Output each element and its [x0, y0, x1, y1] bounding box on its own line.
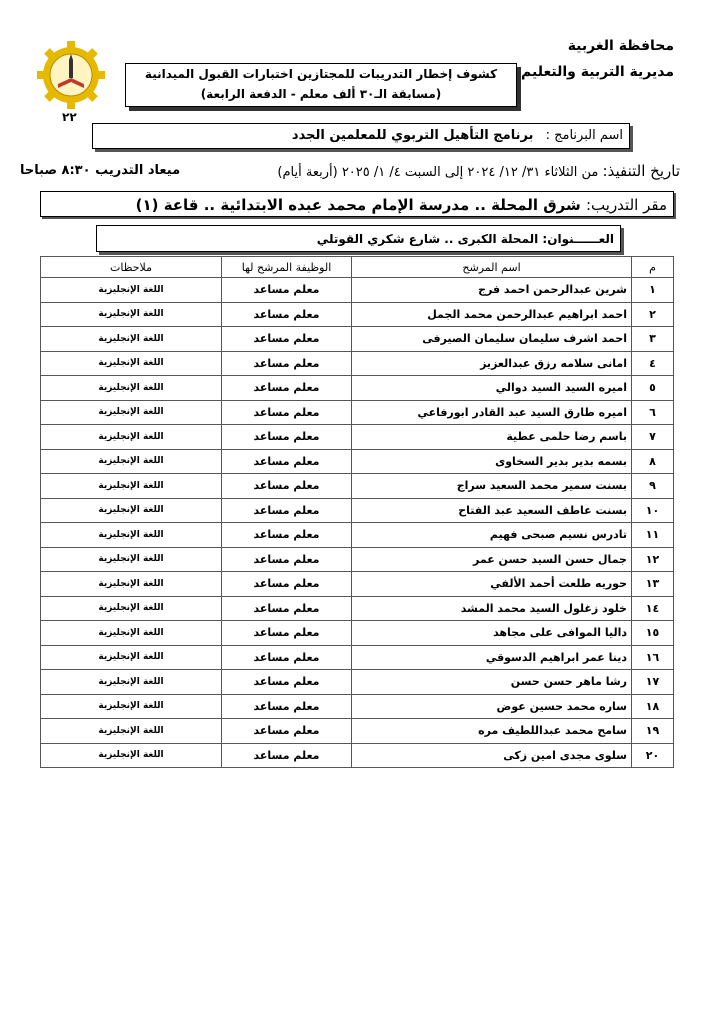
candidate-notes: اللغة الإنجليزية: [41, 572, 222, 597]
candidate-job: معلم مساعد: [222, 572, 352, 597]
row-number: ١٠: [632, 498, 674, 523]
program-name: برنامج التأهيل التربوي للمعلمين الجدد: [291, 128, 534, 143]
table-row: [41, 743, 674, 768]
candidate-notes: اللغة الإنجليزية: [41, 351, 222, 376]
table-row: [41, 474, 674, 499]
candidate-job: معلم مساعد: [222, 743, 352, 768]
row-number: ٨: [632, 449, 674, 474]
row-number: ١: [632, 278, 674, 303]
candidate-job: معلم مساعد: [222, 596, 352, 621]
candidate-job: معلم مساعد: [222, 302, 352, 327]
schedule-row: [20, 160, 680, 184]
candidate-job: معلم مساعد: [222, 351, 352, 376]
header-job: الوظيفة المرشح لها: [222, 257, 352, 278]
table-row: [41, 523, 674, 548]
table-row: [41, 449, 674, 474]
training-time: ميعاد التدريب ٨:٣٠ صباحا: [20, 163, 181, 178]
row-number: ٩: [632, 474, 674, 499]
table-row: [41, 376, 674, 401]
row-number: ١٢: [632, 547, 674, 572]
candidate-notes: اللغة الإنجليزية: [41, 719, 222, 744]
candidate-notes: اللغة الإنجليزية: [41, 670, 222, 695]
directorate-name: مديرية التربية والتعليم: [521, 64, 674, 80]
document-subtitle: (مسابقة الـ٣٠ ألف معلم - الدفعة الرابعة): [200, 87, 442, 101]
candidate-notes: اللغة الإنجليزية: [41, 302, 222, 327]
candidate-name: جمال حسن السيد حسن عمر: [352, 547, 632, 572]
candidate-notes: اللغة الإنجليزية: [41, 645, 222, 670]
candidate-job: معلم مساعد: [222, 719, 352, 744]
candidate-job: معلم مساعد: [222, 425, 352, 450]
address-label: العــــــنوان:: [542, 232, 614, 246]
candidate-job: معلم مساعد: [222, 449, 352, 474]
row-number: ٢٠: [632, 743, 674, 768]
header-notes: ملاحظات: [41, 257, 222, 278]
row-number: ٦: [632, 400, 674, 425]
schedule-dates: من الثلاثاء ٣١/ ١٢/ ٢٠٢٤ إلى السبت ٤/ ١/ ٢٠٢٥ (أربعة أيام): [277, 165, 599, 180]
table-row: [41, 694, 674, 719]
candidate-job: معلم مساعد: [222, 670, 352, 695]
venue-label: مقر التدريب:: [585, 196, 667, 214]
table-row: [41, 351, 674, 376]
candidate-name: رشا ماهر حسن حسن: [352, 670, 632, 695]
candidate-job: معلم مساعد: [222, 523, 352, 548]
program-box: [92, 123, 630, 149]
table-row: [41, 425, 674, 450]
document-title-box: [125, 63, 517, 107]
candidate-job: معلم مساعد: [222, 474, 352, 499]
candidate-name: ساره محمد حسين عوض: [352, 694, 632, 719]
candidate-notes: اللغة الإنجليزية: [41, 449, 222, 474]
candidate-name: خلود زغلول السيد محمد المشد: [352, 596, 632, 621]
venue-value: شرق المحلة .. مدرسة الإمام محمد عبده الابتدائية .. قاعة (١): [135, 196, 581, 214]
row-number: ١٨: [632, 694, 674, 719]
candidate-name: اميره السيد السيد دوالي: [352, 376, 632, 401]
candidate-notes: اللغة الإنجليزية: [41, 425, 222, 450]
candidate-name: داليا الموافى على مجاهد: [352, 621, 632, 646]
directorate-logo-icon: [36, 40, 106, 110]
candidate-job: معلم مساعد: [222, 547, 352, 572]
address-value: المحلة الكبرى .. شارع شكري القوتلي: [316, 232, 539, 246]
table-header-row: [41, 257, 674, 278]
table-row: [41, 719, 674, 744]
candidate-job: معلم مساعد: [222, 621, 352, 646]
row-number: ١٦: [632, 645, 674, 670]
row-number: ١٧: [632, 670, 674, 695]
row-number: ١١: [632, 523, 674, 548]
row-number: ٢: [632, 302, 674, 327]
document-title: كشوف إخطار التدريبات للمجتازين اختبارات القبول الميدانية: [144, 67, 498, 81]
candidate-notes: اللغة الإنجليزية: [41, 694, 222, 719]
candidate-notes: اللغة الإنجليزية: [41, 621, 222, 646]
candidate-notes: اللغة الإنجليزية: [41, 376, 222, 401]
address-box: [96, 225, 621, 252]
header-name: اسم المرشح: [352, 257, 632, 278]
candidate-notes: اللغة الإنجليزية: [41, 523, 222, 548]
candidate-name: حوريه طلعت أحمد الألفي: [352, 572, 632, 597]
row-number: ١٥: [632, 621, 674, 646]
table-row: [41, 302, 674, 327]
candidate-name: باسم رضا حلمى عطية: [352, 425, 632, 450]
table-row: [41, 596, 674, 621]
candidate-name: بسنت عاطف السعيد عبد الفتاح: [352, 498, 632, 523]
table-row: [41, 400, 674, 425]
candidate-notes: اللغة الإنجليزية: [41, 743, 222, 768]
candidate-notes: اللغة الإنجليزية: [41, 547, 222, 572]
page-number: ٢٢: [62, 110, 77, 124]
row-number: ٧: [632, 425, 674, 450]
candidates-table: [40, 256, 674, 768]
candidate-name: شرين عبدالرحمن احمد فرج: [352, 278, 632, 303]
candidate-name: بسنت سمير محمد السعيد سراج: [352, 474, 632, 499]
venue-box: [40, 191, 674, 217]
header-num: م: [632, 257, 674, 278]
candidate-notes: اللغة الإنجليزية: [41, 400, 222, 425]
row-number: ٤: [632, 351, 674, 376]
candidate-notes: اللغة الإنجليزية: [41, 327, 222, 352]
table-row: [41, 278, 674, 303]
table-row: [41, 547, 674, 572]
governorate-name: محافظة الغربية: [567, 38, 674, 54]
candidate-name: امانى سلامه رزق عبدالعزيز: [352, 351, 632, 376]
candidate-name: تادرس نسيم صبحى فهيم: [352, 523, 632, 548]
candidate-name: دينا عمر ابراهيم الدسوقي: [352, 645, 632, 670]
candidate-job: معلم مساعد: [222, 645, 352, 670]
candidate-name: سامح محمد عبداللطيف مره: [352, 719, 632, 744]
candidate-notes: اللغة الإنجليزية: [41, 596, 222, 621]
candidate-name: احمد ابراهيم عبدالرحمن محمد الجمل: [352, 302, 632, 327]
candidate-job: معلم مساعد: [222, 498, 352, 523]
table-row: [41, 645, 674, 670]
candidate-job: معلم مساعد: [222, 376, 352, 401]
row-number: ١٩: [632, 719, 674, 744]
table-row: [41, 572, 674, 597]
candidate-notes: اللغة الإنجليزية: [41, 498, 222, 523]
table-row: [41, 327, 674, 352]
candidate-name: سلوى مجدى امين زكى: [352, 743, 632, 768]
row-number: ١٤: [632, 596, 674, 621]
table-row: [41, 621, 674, 646]
candidate-notes: اللغة الإنجليزية: [41, 278, 222, 303]
row-number: ٣: [632, 327, 674, 352]
candidate-job: معلم مساعد: [222, 400, 352, 425]
row-number: ٥: [632, 376, 674, 401]
table-row: [41, 670, 674, 695]
candidate-job: معلم مساعد: [222, 327, 352, 352]
candidate-name: بسمه بدير بدير السخاوى: [352, 449, 632, 474]
candidate-job: معلم مساعد: [222, 278, 352, 303]
candidate-notes: اللغة الإنجليزية: [41, 474, 222, 499]
program-label: اسم البرنامج :: [545, 128, 623, 143]
table-row: [41, 498, 674, 523]
candidate-name: احمد اشرف سليمان سليمان الصيرفى: [352, 327, 632, 352]
schedule-label: تاريخ التنفيذ:: [602, 162, 680, 180]
row-number: ١٣: [632, 572, 674, 597]
candidate-job: معلم مساعد: [222, 694, 352, 719]
candidate-name: اميره طارق السيد عبد القادر ابورفاعي: [352, 400, 632, 425]
